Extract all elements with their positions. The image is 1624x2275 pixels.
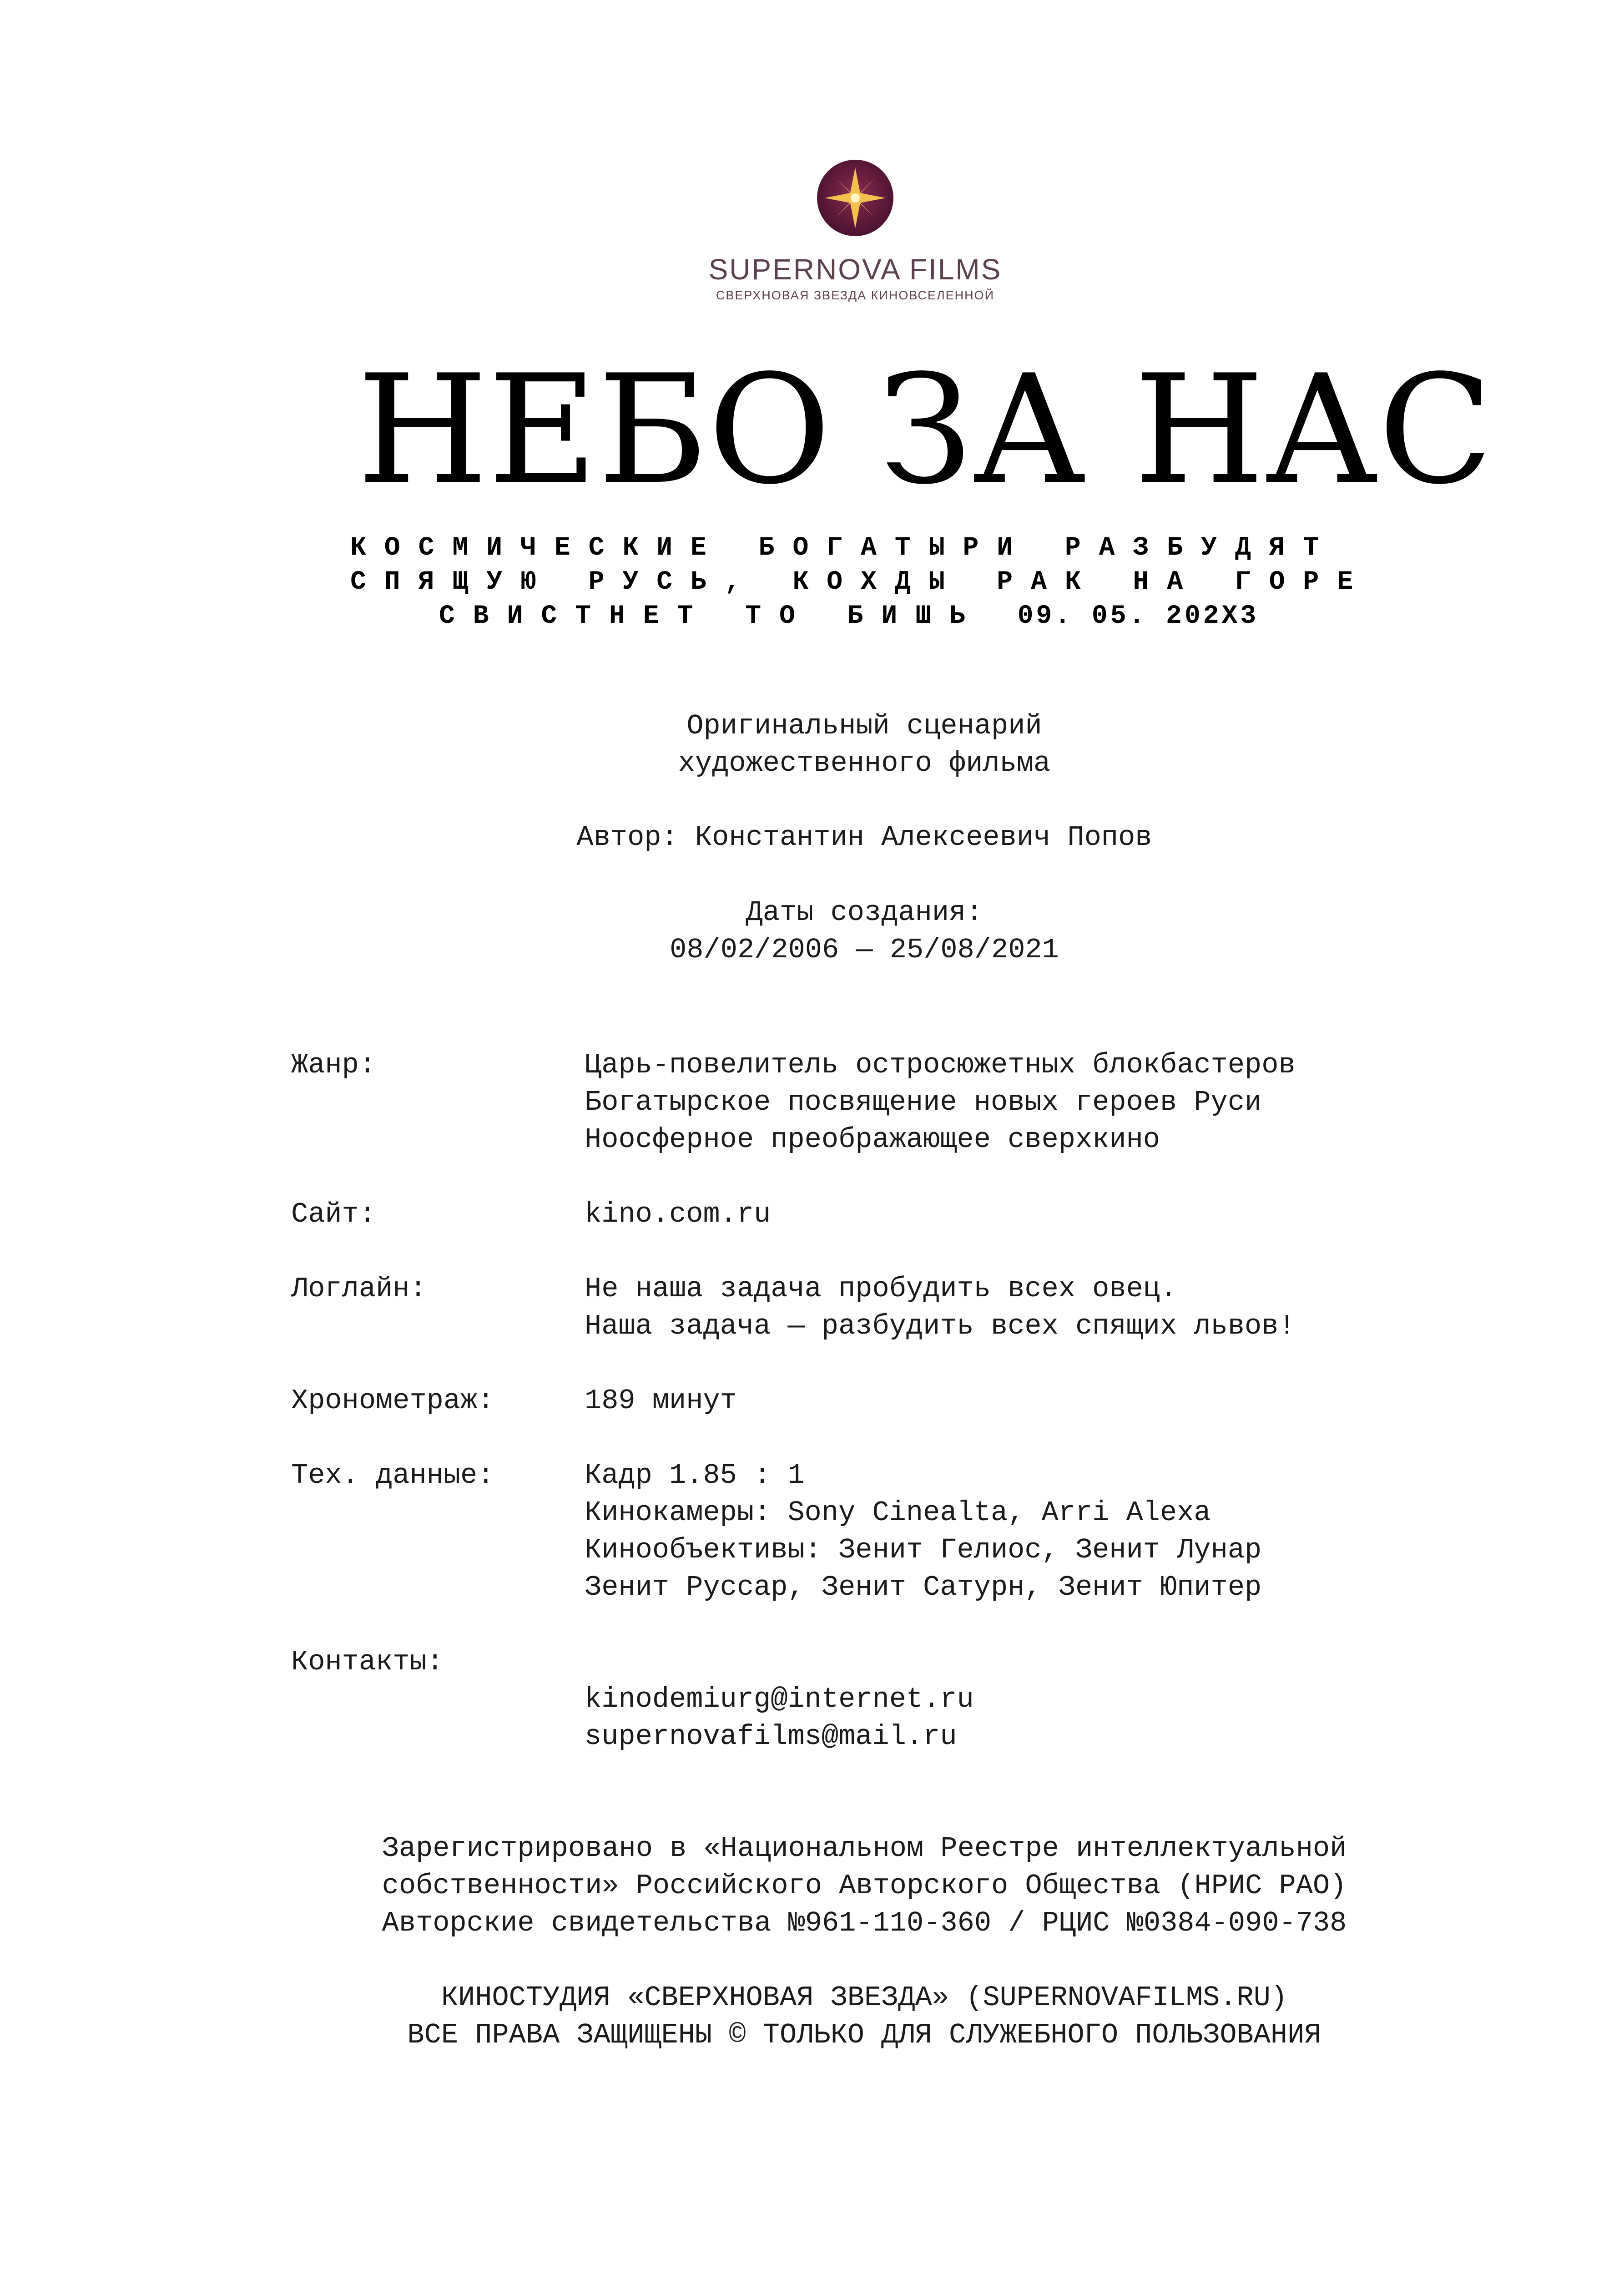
contacts-label: Контакты: xyxy=(291,1646,444,1678)
registration-line-3: Авторские свидетельства №961-110-360 / РЦИС №0384-090-738 xyxy=(382,1907,1347,1939)
contact-email-2[interactable]: supernovafilms@mail.ru xyxy=(585,1720,957,1753)
subtitle-line-3-text: СВИСТНЕТ ТО БИШЬ xyxy=(439,602,983,631)
brand-tagline: СВЕРХНОВАЯ ЗВЕЗДА КИНОВСЕЛЕННОЙ xyxy=(716,288,995,302)
subtitle-line-3 xyxy=(439,601,1259,632)
registration-line-2: собственности» Российского Авторского Общества (НРИС РАО) xyxy=(382,1870,1347,1902)
dates-label: Даты создания: xyxy=(746,896,983,929)
runtime-value: 189 минут xyxy=(585,1385,737,1417)
page-title: НЕБО ЗА НАС xyxy=(357,343,1493,517)
runtime-label: Хронометраж: xyxy=(291,1385,494,1417)
tech-line-4: Зенит Руссар, Зенит Сатурн, Зенит Юпитер xyxy=(585,1571,1262,1603)
genre-line-3: Ноосферное преображающее сверхкино xyxy=(585,1123,1160,1156)
subtitle-line-1: КОСМИЧЕСКИЕ БОГАТЫРИ РАЗБУДЯТ xyxy=(350,533,1337,563)
brand-name: SUPERNOVA FILMS xyxy=(708,253,1002,286)
dates-value: 08/02/2006 — 25/08/2021 xyxy=(670,934,1059,966)
site-label: Сайт: xyxy=(291,1198,376,1230)
script-type-line-2: художественного фильма xyxy=(678,747,1051,779)
site-link[interactable]: kino.com.ru xyxy=(585,1198,771,1230)
genre-label: Жанр: xyxy=(291,1049,376,1081)
registration-line-1: Зарегистрировано в «Национальном Реестре интеллектуальной xyxy=(382,1832,1347,1865)
tech-line-1: Кадр 1.85 : 1 xyxy=(585,1459,805,1491)
genre-line-2: Богатырское посвящение новых героев Руси xyxy=(585,1086,1262,1118)
logline-line-1: Не наша задача пробудить всех овец. xyxy=(585,1273,1177,1305)
genre-line-1: Царь-повелитель остросюжетных блокбастеров xyxy=(585,1049,1296,1081)
logline-line-2: Наша задача — разбудить всех спящих львов! xyxy=(585,1310,1296,1342)
tech-label: Тех. данные: xyxy=(291,1459,494,1491)
subtitle-line-2: СПЯЩУЮ РУСЬ, КОХДЫ РАК НА ГОРЕ xyxy=(350,567,1372,597)
contact-email-1[interactable]: kinodemiurg@internet.ru xyxy=(585,1683,974,1715)
studio-line-2: ВСЕ ПРАВА ЗАЩИЩЕНЫ © ТОЛЬКО ДЛЯ СЛУЖЕБНОГО ПОЛЬЗОВАНИЯ xyxy=(407,2019,1321,2051)
author: Автор: Константин Алексеевич Попов xyxy=(576,821,1152,854)
studio-line-1: КИНОСТУДИЯ «СВЕРХНОВАЯ ЗВЕЗДА» (SUPERNOVAFILMS.RU) xyxy=(441,1982,1288,2014)
star-burst-icon xyxy=(817,159,894,237)
subtitle-date: 09. 05. 202X3 xyxy=(1017,602,1259,631)
script-type-line-1: Оригинальный сценарий xyxy=(686,710,1042,742)
tech-line-2: Кинокамеры: Sony Cinealta, Arri Alexa xyxy=(585,1496,1211,1529)
logline-label: Логлайн: xyxy=(291,1273,427,1305)
tech-line-3: Кинообъективы: Зенит Гелиос, Зенит Лунар xyxy=(585,1534,1262,1566)
